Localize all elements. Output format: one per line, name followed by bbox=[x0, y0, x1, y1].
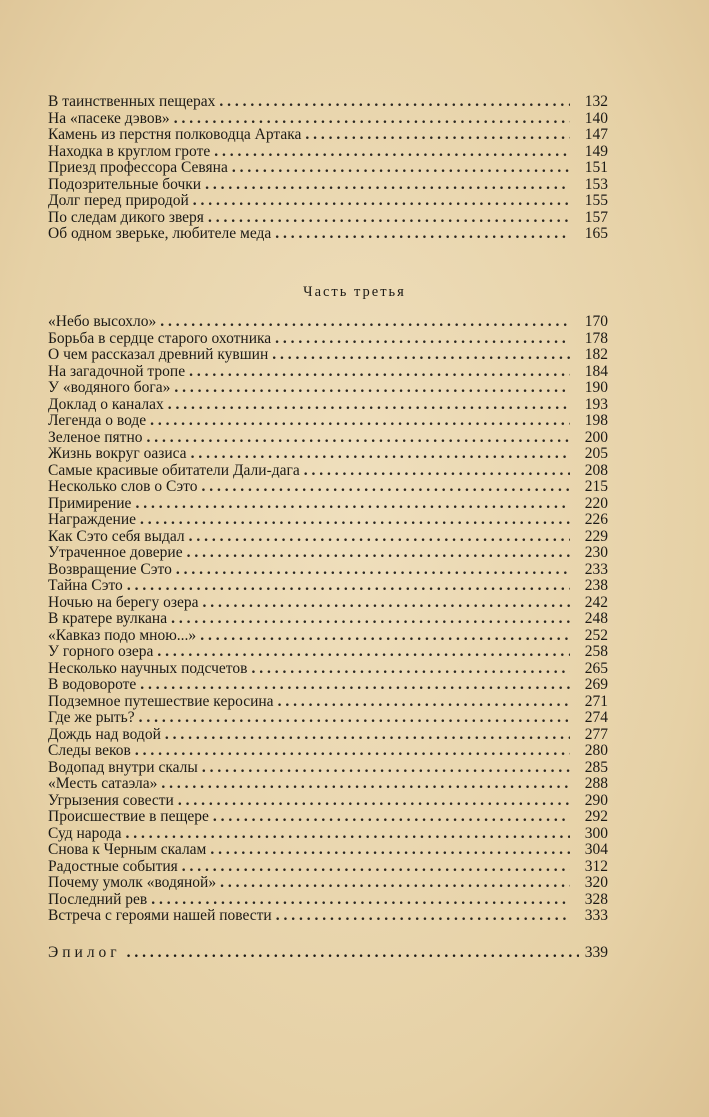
toc-entry bbox=[48, 545, 608, 562]
toc-entry-page: 339 bbox=[584, 944, 608, 961]
toc-entry-page: 153 bbox=[584, 175, 608, 193]
toc-entry-page: 269 bbox=[584, 676, 608, 693]
toc-entry-title: Находка в круглом гроте bbox=[48, 142, 211, 160]
toc-entry bbox=[48, 743, 608, 760]
toc-entry-page: 205 bbox=[584, 445, 608, 462]
toc-entry-page: 229 bbox=[584, 527, 608, 545]
dot-leader bbox=[304, 463, 570, 480]
toc-entry bbox=[48, 595, 608, 612]
toc-entry-title: Снова к Черным скалам bbox=[48, 841, 207, 858]
toc-entry bbox=[48, 193, 608, 210]
toc-entry bbox=[48, 364, 608, 381]
toc-entry bbox=[48, 314, 608, 331]
toc-entry bbox=[48, 628, 608, 645]
toc-entry-page: 157 bbox=[584, 208, 608, 226]
dot-leader bbox=[201, 479, 570, 496]
dot-leader bbox=[140, 677, 570, 694]
dot-leader bbox=[275, 331, 570, 348]
toc-entry-title: О чем рассказал древний кувшин bbox=[48, 346, 269, 363]
toc-entry bbox=[48, 826, 608, 843]
toc-entry-title: В кратере вулкана bbox=[48, 610, 168, 627]
toc-entry-title: На «пасеке дэвов» bbox=[48, 109, 170, 127]
dot-leader bbox=[214, 144, 570, 161]
toc-entry-title: Дождь над водой bbox=[48, 725, 161, 743]
toc-entry-title: Встреча с героями нашей повести bbox=[48, 907, 272, 924]
toc-entry-page: 242 bbox=[584, 593, 608, 611]
toc-entry bbox=[48, 496, 608, 513]
toc-entry bbox=[48, 397, 608, 414]
toc-entry bbox=[48, 892, 608, 909]
toc-entry-page: 277 bbox=[584, 725, 608, 743]
dot-leader bbox=[232, 160, 570, 177]
toc-entry-page: 198 bbox=[584, 412, 608, 429]
toc-entry bbox=[48, 210, 608, 227]
toc-entry bbox=[48, 127, 608, 144]
toc-entry-title: В таинственных пещерах bbox=[48, 93, 216, 110]
toc-entry bbox=[48, 111, 608, 128]
toc-entry bbox=[48, 177, 608, 194]
dot-leader bbox=[187, 545, 570, 562]
toc-entry-title: Об одном зверьке, любителе меда bbox=[48, 225, 272, 242]
dot-leader bbox=[220, 875, 570, 892]
toc-entry-title: Приезд профессора Севяна bbox=[48, 159, 228, 176]
dot-leader bbox=[210, 842, 570, 859]
toc-entry bbox=[48, 380, 608, 397]
toc-entry-page: 312 bbox=[584, 857, 608, 875]
toc-entry-epilog bbox=[48, 944, 608, 962]
toc-entry bbox=[48, 776, 608, 793]
toc-entry bbox=[48, 809, 608, 826]
toc-entry-page: 300 bbox=[584, 824, 608, 842]
toc-entry-title: Утраченное доверие bbox=[48, 544, 183, 561]
toc-entry-title: Эпилог bbox=[48, 944, 121, 961]
toc-entry bbox=[48, 644, 608, 661]
toc-entry-page: 170 bbox=[584, 313, 608, 330]
toc-entry bbox=[48, 859, 608, 876]
dot-leader bbox=[219, 94, 570, 111]
dot-leader bbox=[191, 446, 570, 463]
toc-entry-page: 165 bbox=[584, 225, 608, 242]
toc-entry-title: Подозрительные бочки bbox=[48, 175, 202, 193]
dot-leader bbox=[160, 314, 570, 331]
dot-leader bbox=[161, 776, 570, 793]
dot-leader bbox=[275, 226, 570, 243]
toc-entry-title: Тайна Сэто bbox=[48, 577, 123, 594]
toc-entry-title: Камень из перстня полководца Артака bbox=[48, 126, 302, 143]
dot-leader bbox=[127, 578, 570, 595]
toc-entry bbox=[48, 347, 608, 364]
toc-entry-title: Радостные события bbox=[48, 857, 178, 875]
toc-entry-page: 155 bbox=[584, 192, 608, 209]
toc-entry bbox=[48, 908, 608, 925]
dot-leader bbox=[140, 512, 570, 529]
toc-entry-page: 233 bbox=[584, 560, 608, 578]
toc-entry-title: Происшествие в пещере bbox=[48, 808, 209, 825]
toc-entry-title: Самые красивые обитатели Дали-дага bbox=[48, 461, 300, 479]
dot-leader bbox=[193, 193, 570, 210]
toc-entry-page: 248 bbox=[584, 610, 608, 627]
toc-entry-title: На загадочной тропе bbox=[48, 362, 186, 380]
toc-entry bbox=[48, 446, 608, 463]
toc-entry-page: 265 bbox=[584, 659, 608, 677]
toc-entry-title: Зеленое пятно bbox=[48, 428, 143, 446]
dot-leader bbox=[205, 177, 570, 194]
toc-entry-title: Борьба в сердце старого охотника bbox=[48, 329, 272, 347]
toc-entry-page: 193 bbox=[584, 395, 608, 413]
toc-entry-title: По следам дикого зверя bbox=[48, 208, 204, 226]
dot-leader bbox=[202, 760, 570, 777]
dot-leader bbox=[305, 127, 570, 144]
toc-entry-page: 292 bbox=[584, 808, 608, 825]
toc-entry-title: Награждение bbox=[48, 511, 137, 528]
toc-entry bbox=[48, 611, 608, 628]
dot-leader bbox=[189, 529, 570, 546]
toc-entry-title: Несколько научных подсчетов bbox=[48, 659, 248, 677]
toc-entry-title: Примирение bbox=[48, 494, 132, 512]
toc-entry-page: 178 bbox=[584, 329, 608, 347]
dot-leader bbox=[251, 661, 570, 678]
part-heading: Часть третья bbox=[303, 284, 406, 300]
toc-entry bbox=[48, 160, 608, 177]
toc-entry bbox=[48, 661, 608, 678]
dot-leader bbox=[171, 611, 570, 628]
toc-entry-title: У «водяного бога» bbox=[48, 379, 171, 396]
toc-entry bbox=[48, 144, 608, 161]
dot-leader bbox=[208, 210, 570, 227]
toc-entry-page: 252 bbox=[584, 626, 608, 644]
dot-leader bbox=[278, 694, 570, 711]
dot-leader bbox=[127, 944, 579, 962]
toc-entry-page: 271 bbox=[584, 692, 608, 710]
toc-entry-page: 280 bbox=[584, 742, 608, 759]
toc-entry bbox=[48, 842, 608, 859]
toc-entry-page: 220 bbox=[584, 494, 608, 512]
toc-entry bbox=[48, 875, 608, 892]
toc-entry-title: Угрызения совести bbox=[48, 791, 174, 809]
toc-entry bbox=[48, 512, 608, 529]
toc-entry-page: 288 bbox=[584, 775, 608, 792]
toc-entry-title: Долг перед природой bbox=[48, 192, 189, 209]
toc-entry-title: Почему умолк «водяной» bbox=[48, 874, 217, 891]
toc-entry-page: 304 bbox=[584, 841, 608, 858]
toc-entry bbox=[48, 760, 608, 777]
toc-entry-title: Жизнь вокруг оазиса bbox=[48, 445, 187, 462]
dot-leader bbox=[272, 347, 570, 364]
toc-entry-page: 328 bbox=[584, 890, 608, 908]
toc-entry-page: 200 bbox=[584, 428, 608, 446]
toc-entry-title: «Небо высохло» bbox=[48, 313, 157, 330]
dot-leader bbox=[202, 595, 570, 612]
toc-entry-page: 132 bbox=[584, 93, 608, 110]
dot-leader bbox=[165, 727, 570, 744]
toc-entry bbox=[48, 727, 608, 744]
toc-section-top bbox=[48, 94, 608, 243]
toc-entry-title: Суд народа bbox=[48, 824, 122, 842]
toc-entry bbox=[48, 479, 608, 496]
toc-entry-page: 258 bbox=[584, 643, 608, 660]
toc-entry bbox=[48, 793, 608, 810]
toc-entry bbox=[48, 710, 608, 727]
dot-leader bbox=[200, 628, 570, 645]
dot-leader bbox=[168, 397, 570, 414]
dot-leader bbox=[182, 859, 570, 876]
toc-entry-title: «Кавказ подо мною...» bbox=[48, 626, 197, 644]
toc-entry-page: 140 bbox=[584, 109, 608, 127]
toc-entry-page: 274 bbox=[584, 709, 608, 726]
toc-entry-page: 151 bbox=[584, 159, 608, 176]
toc-entry-page: 208 bbox=[584, 461, 608, 479]
toc-entry-title: Несколько слов о Сэто bbox=[48, 478, 198, 495]
toc-entry-page: 238 bbox=[584, 577, 608, 594]
toc-entry-page: 190 bbox=[584, 379, 608, 396]
dot-leader bbox=[189, 364, 570, 381]
dot-leader bbox=[150, 413, 570, 430]
toc-entry bbox=[48, 562, 608, 579]
toc-entry-page: 149 bbox=[584, 142, 608, 160]
dot-leader bbox=[174, 380, 570, 397]
dot-leader bbox=[135, 743, 570, 760]
toc-entry-title: Водопад внутри скалы bbox=[48, 758, 198, 776]
dot-leader bbox=[135, 496, 570, 513]
toc-entry-page: 290 bbox=[584, 791, 608, 809]
toc-entry-page: 320 bbox=[584, 874, 608, 891]
dot-leader bbox=[174, 111, 570, 128]
toc-entry bbox=[48, 463, 608, 480]
dot-leader bbox=[276, 908, 570, 925]
toc-entry bbox=[48, 529, 608, 546]
toc-entry bbox=[48, 331, 608, 348]
dot-leader bbox=[176, 562, 570, 579]
dot-leader bbox=[213, 809, 570, 826]
toc-entry-title: Ночью на берегу озера bbox=[48, 593, 199, 611]
toc-entry bbox=[48, 94, 608, 111]
dot-leader bbox=[178, 793, 570, 810]
toc-entry-title: Доклад о каналах bbox=[48, 395, 164, 413]
toc-entry-title: Последний рев bbox=[48, 890, 148, 908]
toc-section-main bbox=[48, 314, 608, 925]
toc-entry-page: 230 bbox=[584, 544, 608, 561]
toc-entry-title: Следы веков bbox=[48, 742, 131, 759]
toc-entry bbox=[48, 413, 608, 430]
toc-entry bbox=[48, 578, 608, 595]
toc-entry-page: 147 bbox=[584, 126, 608, 143]
dot-leader bbox=[139, 710, 570, 727]
dot-leader bbox=[157, 644, 570, 661]
toc-entry-page: 184 bbox=[584, 362, 608, 380]
toc-entry-title: Подземное путешествие керосина bbox=[48, 692, 274, 710]
toc-entry bbox=[48, 226, 608, 243]
toc-entry-page: 285 bbox=[584, 758, 608, 776]
toc-entry bbox=[48, 694, 608, 711]
dot-leader bbox=[125, 826, 570, 843]
toc-entry-title: Возвращение Сэто bbox=[48, 560, 172, 578]
dot-leader bbox=[147, 430, 571, 447]
toc-entry-page: 226 bbox=[584, 511, 608, 528]
toc-entry bbox=[48, 677, 608, 694]
dot-leader bbox=[151, 892, 570, 909]
toc-entry-page: 182 bbox=[584, 346, 608, 363]
toc-entry-title: Легенда о воде bbox=[48, 412, 147, 429]
toc-entry bbox=[48, 430, 608, 447]
toc-entry-page: 333 bbox=[584, 907, 608, 924]
toc-entry-page: 215 bbox=[584, 478, 608, 495]
toc-entry-title: Где же рыть? bbox=[48, 709, 135, 726]
toc-entry-title: У горного озера bbox=[48, 643, 154, 660]
toc-entry-title: Как Сэто себя выдал bbox=[48, 527, 185, 545]
toc-entry-title: «Месть сатаэла» bbox=[48, 775, 158, 792]
toc-entry-title: В водовороте bbox=[48, 676, 137, 693]
